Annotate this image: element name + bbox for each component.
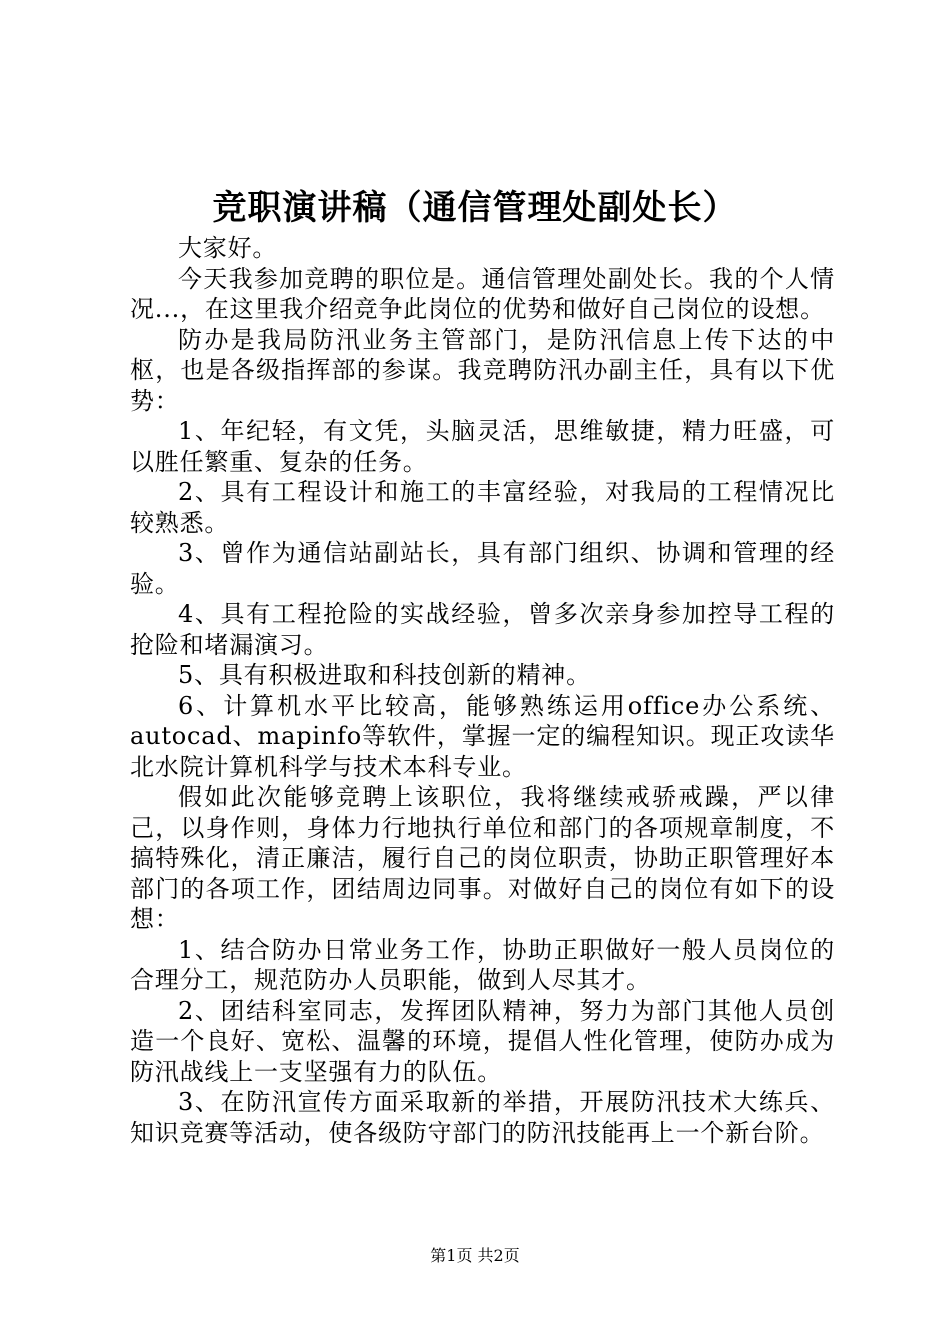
paragraph: 防办是我局防汛业务主管部门，是防汛信息上传下达的中枢，也是各级指挥部的参谋。我竞聘防汛办副主任，具有以下优势： [130, 325, 835, 415]
paragraph: 3、在防汛宣传方面采取新的举措，开展防汛技术大练兵、知识竞赛等活动，使各级防守部门的防汛技能再上一个新台阶。 [130, 1088, 835, 1147]
paragraph: 1、结合防办日常业务工作，协助正职做好一般人员岗位的合理分工，规范防办人员职能，做到人尽其才。 [130, 935, 835, 994]
paragraph: 2、团结科室同志，发挥团队精神，努力为部门其他人员创造一个良好、宽松、温馨的环境，提倡人性化管理，使防办成为防汛战线上一支坚强有力的队伍。 [130, 996, 835, 1086]
paragraph: 4、具有工程抢险的实战经验，曾多次亲身参加控导工程的抢险和堵漏演习。 [130, 600, 835, 659]
paragraph: 3、曾作为通信站副站长，具有部门组织、协调和管理的经验。 [130, 539, 835, 598]
paragraph: 今天我参加竞聘的职位是。通信管理处副处长。我的个人情况...，在这里我介绍竞争此岗位的优势和做好自己岗位的设想。 [130, 264, 835, 323]
document-body [130, 233, 835, 1148]
paragraph: 6、计算机水平比较高，能够熟练运用office办公系统、autocad、mapinfo等软件，掌握一定的编程知识。现正攻读华北水院计算机科学与技术本科专业。 [130, 691, 835, 781]
paragraph: 假如此次能够竞聘上该职位，我将继续戒骄戒躁，严以律己，以身作则，身体力行地执行单位和部门的各项规章制度，不搞特殊化，清正廉洁，履行自己的岗位职责，协助正职管理好本部门的各项工作，团结周边同事。对做好自己的岗位有如下的设想： [130, 783, 835, 933]
page-footer: 第1页 共2页 [430, 1246, 520, 1265]
paragraph: 1、年纪轻，有文凭，头脑灵活，思维敏捷，精力旺盛，可以胜任繁重、复杂的任务。 [130, 417, 835, 476]
paragraph: 2、具有工程设计和施工的丰富经验，对我局的工程情况比较熟悉。 [130, 478, 835, 537]
paragraph: 大家好。 [178, 234, 278, 262]
document-title: 竞职演讲稿（通信管理处副处长） [212, 188, 738, 228]
paragraph: 5、具有积极进取和科技创新的精神。 [178, 661, 591, 689]
